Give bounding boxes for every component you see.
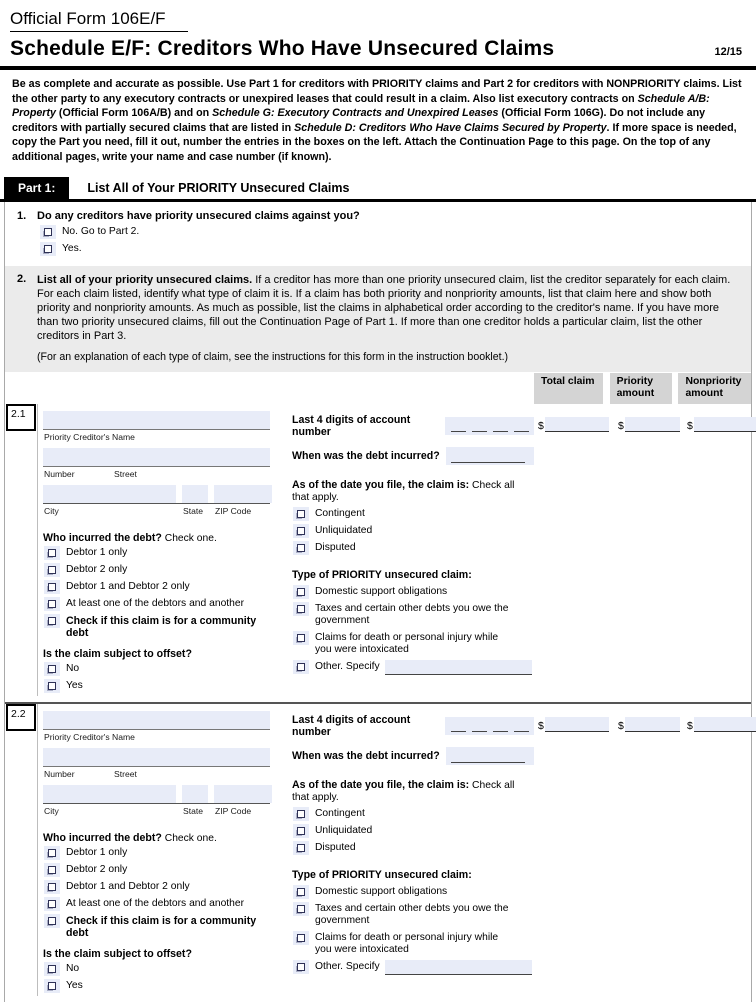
- creditor-info-column: [38, 704, 290, 996]
- zip-field[interactable]: [214, 485, 272, 503]
- last4-label: Last 4 digits of account number: [292, 713, 411, 738]
- state-field[interactable]: [182, 485, 208, 503]
- option-label: Debtor 2 only: [66, 863, 128, 875]
- number-street-field[interactable]: [43, 748, 270, 767]
- checkbox-icon: [44, 245, 52, 253]
- checkbox-icon: [297, 527, 305, 535]
- priority-amount: [618, 417, 687, 432]
- debtor2-only-checkbox[interactable]: [44, 863, 60, 877]
- zip-label: ZIP Code: [215, 805, 252, 816]
- column-header-priority-amount: Priority amount: [610, 373, 673, 404]
- option-label: Debtor 1 only: [66, 846, 128, 858]
- amounts-column: [538, 704, 756, 996]
- page-title: Schedule E/F: Creditors Who Have Unsecured Claims: [10, 37, 555, 60]
- nonpriority-amount-field[interactable]: [694, 717, 756, 732]
- debt-incurred-label: When was the debt incurred?: [292, 749, 440, 762]
- offset-option-yes: [44, 979, 270, 993]
- as-of-date-label: As of the date you file, the claim is: Check all that apply.: [292, 778, 515, 803]
- q2-lead: List all of your priority unsecured claims.: [37, 273, 253, 286]
- total-claim-field[interactable]: [545, 417, 609, 432]
- who-option-debtor2: [44, 863, 270, 877]
- last4-digits-field[interactable]: [445, 417, 534, 435]
- form-number: Official Form 106E/F: [10, 9, 188, 32]
- q1-option-yes-label: Yes.: [62, 242, 82, 254]
- creditor-name-field[interactable]: [43, 411, 270, 430]
- checkbox-icon: [48, 900, 56, 908]
- total-claim-field[interactable]: [545, 717, 609, 732]
- option-label: No: [66, 962, 80, 974]
- claim-detail-column: [290, 404, 538, 696]
- field-line: [451, 762, 525, 763]
- dollar-sign: $: [618, 419, 624, 432]
- claim-is-unliquidated: [293, 524, 534, 538]
- claim-row-2-2: [5, 702, 751, 1002]
- city-label: City: [44, 505, 59, 516]
- who-incurred-label: Who incurred the debt? Check one.: [43, 831, 217, 844]
- option-label: Yes: [66, 679, 83, 691]
- death-injury-checkbox[interactable]: [293, 631, 309, 645]
- debt-incurred-label: When was the debt incurred?: [292, 449, 440, 462]
- type-death-injury: [293, 631, 534, 657]
- checkbox-icon: [48, 617, 56, 625]
- digit-blank: [514, 423, 529, 432]
- other-checkbox[interactable]: [293, 660, 309, 674]
- state-label: State: [183, 505, 204, 516]
- option-label: Check if this claim is for a community debt: [66, 914, 257, 940]
- who-option-both-debtors: [44, 580, 270, 594]
- debt-incurred-field[interactable]: [446, 447, 534, 465]
- claim-is-contingent: [293, 507, 534, 521]
- q1-option-no: [40, 225, 743, 239]
- checkbox-icon: [297, 605, 305, 613]
- dollar-sign: $: [687, 719, 693, 732]
- type-domestic-support: [293, 585, 534, 599]
- checkbox-icon: [48, 583, 56, 591]
- debtor2-only-checkbox[interactable]: [44, 563, 60, 577]
- checkbox-icon: [297, 888, 305, 896]
- checkbox-icon: [297, 663, 305, 671]
- offset-yes-checkbox[interactable]: [44, 679, 60, 693]
- priority-amount: [618, 717, 687, 732]
- who-incurred-label: Who incurred the debt? Check one.: [43, 531, 217, 544]
- taxes-checkbox[interactable]: [293, 602, 309, 616]
- city-label: City: [44, 805, 59, 816]
- other-specify-field[interactable]: [385, 960, 532, 975]
- claim-is-disputed: [293, 541, 534, 555]
- who-option-at-least-one: [44, 897, 270, 911]
- claim-is-disputed: [293, 841, 534, 855]
- at-least-one-checkbox[interactable]: [44, 597, 60, 611]
- yes-checkbox[interactable]: [40, 242, 56, 256]
- digit-blank: [451, 723, 466, 732]
- type-other: [293, 960, 534, 975]
- priority-type-label: Type of PRIORITY unsecured claim:: [292, 868, 472, 881]
- option-label: Domestic support obligations: [315, 585, 448, 597]
- disputed-checkbox[interactable]: [293, 541, 309, 555]
- dollar-sign: $: [618, 719, 624, 732]
- option-label: Taxes and certain other debts you owe the government: [315, 602, 509, 627]
- total-claim-amount: [538, 717, 618, 732]
- community-debt-checkbox[interactable]: [44, 614, 60, 628]
- digit-blank: [493, 423, 508, 432]
- question-1: [5, 202, 751, 261]
- number-label: Number: [44, 468, 75, 479]
- nonpriority-amount: [687, 717, 756, 732]
- checkbox-icon: [44, 228, 52, 236]
- creditor-name-label: Priority Creditor's Name: [44, 431, 135, 442]
- part1-header: [0, 177, 756, 202]
- priority-amount-field[interactable]: [625, 417, 680, 432]
- checkbox-icon: [297, 827, 305, 835]
- title-row: [0, 32, 756, 66]
- creditor-name-label: Priority Creditor's Name: [44, 731, 135, 742]
- no-checkbox[interactable]: [40, 225, 56, 239]
- type-taxes: [293, 902, 534, 928]
- offset-no-checkbox[interactable]: [44, 662, 60, 676]
- q2-text: [37, 273, 741, 344]
- checkbox-icon: [297, 510, 305, 518]
- option-label: Claims for death or personal injury while you were intoxicated: [315, 931, 499, 956]
- checkbox-icon: [297, 544, 305, 552]
- option-label: Debtor 2 only: [66, 563, 128, 575]
- dollar-sign: $: [687, 419, 693, 432]
- community-debt-checkbox[interactable]: [44, 914, 60, 928]
- debtor1-and-2-checkbox[interactable]: [44, 880, 60, 894]
- number-street-field[interactable]: [43, 448, 270, 467]
- q1-text: Do any creditors have priority unsecured claims against you?: [37, 209, 360, 222]
- disputed-checkbox[interactable]: [293, 841, 309, 855]
- option-label: Unliquidated: [315, 524, 373, 536]
- checkbox-icon: [297, 844, 305, 852]
- claim-row-2-1: [5, 404, 751, 702]
- who-option-debtor1: [44, 846, 270, 860]
- other-specify-field[interactable]: [385, 660, 532, 675]
- option-label: At least one of the debtors and another: [66, 897, 245, 909]
- checkbox-icon: [48, 600, 56, 608]
- at-least-one-checkbox[interactable]: [44, 897, 60, 911]
- option-label: Other. Specify: [315, 660, 380, 672]
- q1-option-no-label: No. Go to Part 2.: [62, 225, 140, 237]
- state-field[interactable]: [182, 785, 208, 803]
- column-header-nonpriority-amount: Nonpriority amount: [678, 373, 751, 404]
- claim-number-gutter: [5, 704, 38, 996]
- option-label: Domestic support obligations: [315, 885, 448, 897]
- offset-yes-checkbox[interactable]: [44, 979, 60, 993]
- version-label: 12/15: [714, 46, 742, 58]
- q2-note: (For an explanation of each type of claim, see the instructions for this form in the instruction booklet.): [37, 350, 509, 363]
- digit-blank: [472, 723, 487, 732]
- who-option-debtor2: [44, 563, 270, 577]
- state-label: State: [183, 805, 204, 816]
- checkbox-icon: [297, 963, 305, 971]
- option-label: At least one of the debtors and another: [66, 597, 245, 609]
- who-option-at-least-one: [44, 597, 270, 611]
- option-label: Contingent: [315, 507, 365, 519]
- intro-paragraph: Be as complete and accurate as possible. Use Part 1 for creditors with PRIORITY claims and Part 2 for creditors with NONPRIORITY claims. List the other party to any executory contracts or unexpired leases that could result in a claim. Also list executory contracts on Schedule A/B: Property (Official Form 106A/B) and on Schedule G: Executory Contracts and Unexpired Leases (Official Form 106G). Do not include any creditors with partially secured claims that are listed in Schedule D: Creditors Who Have Claims Secured by Property. If more space is needed, copy the Part you need, fill it out, number the entries in the boxes on the left. Attach the Continuation Page to this page. On the top of any additional pages, write your name and case number (if known).: [12, 78, 742, 163]
- creditor-name-field[interactable]: [43, 711, 270, 730]
- part1-title: List All of Your PRIORITY Unsecured Claims: [87, 180, 350, 195]
- offset-no-checkbox[interactable]: [44, 962, 60, 976]
- debtor1-and-2-checkbox[interactable]: [44, 580, 60, 594]
- who-option-debtor1: [44, 546, 270, 560]
- community-debt-option: [44, 914, 270, 940]
- last4-label: Last 4 digits of account number: [292, 413, 411, 438]
- creditor-info-column: [38, 404, 290, 696]
- nonpriority-amount-field[interactable]: [694, 417, 756, 432]
- contingent-checkbox[interactable]: [293, 807, 309, 821]
- option-label: Check if this claim is for a community debt: [66, 614, 257, 640]
- q1-option-yes: [40, 242, 743, 256]
- checkbox-icon: [297, 634, 305, 642]
- city-field[interactable]: [43, 785, 176, 803]
- offset-option-no: [44, 962, 270, 976]
- debtor1-only-checkbox[interactable]: [44, 846, 60, 860]
- type-other: [293, 660, 534, 675]
- claim-detail-column: [290, 704, 538, 996]
- checkbox-icon: [48, 566, 56, 574]
- checkbox-icon: [297, 588, 305, 596]
- offset-option-no: [44, 662, 270, 676]
- debtor1-only-checkbox[interactable]: [44, 546, 60, 560]
- checkbox-icon: [48, 917, 56, 925]
- checkbox-icon: [297, 934, 305, 942]
- option-label: Debtor 1 and Debtor 2 only: [66, 880, 190, 892]
- domestic-support-checkbox[interactable]: [293, 585, 309, 599]
- claim-number-box: 2.2: [6, 704, 36, 731]
- dollar-sign: $: [538, 419, 544, 432]
- q2-rest: If a creditor has more than one priority unsecured claim, list the creditor separately for each claim. For each claim listed, identify what type of claim it is. If a claim has both priority and nonpriority amounts, list that claim here and show both priority and nonpriority amounts. As much as possible, list the claims in alphabetical order according to the creditor's name. If you have more than two priority unsecured claims, fill out the Continuation Page of Part 1. If more than one creditor holds a particular claim, list the other creditors in Part 3.: [37, 273, 731, 343]
- checkbox-icon: [48, 982, 56, 990]
- other-checkbox[interactable]: [293, 960, 309, 974]
- option-label: Taxes and certain other debts you owe the government: [315, 902, 509, 927]
- part1-content: [4, 202, 752, 1002]
- checkbox-icon: [48, 849, 56, 857]
- city-field[interactable]: [43, 485, 176, 503]
- total-claim-amount: [538, 417, 618, 432]
- q2-number: 2.: [17, 272, 27, 285]
- amounts-column: [538, 404, 756, 696]
- column-header-total-claim: Total claim: [534, 373, 603, 404]
- dollar-sign: $: [538, 719, 544, 732]
- type-taxes: [293, 602, 534, 628]
- option-label: Disputed: [315, 541, 356, 553]
- claim-is-contingent: [293, 807, 534, 821]
- option-label: Debtor 1 and Debtor 2 only: [66, 580, 190, 592]
- option-label: Claims for death or personal injury while you were intoxicated: [315, 631, 499, 656]
- option-label: Disputed: [315, 841, 356, 853]
- digit-blank: [451, 423, 466, 432]
- as-of-date-label: As of the date you file, the claim is: Check all that apply.: [292, 478, 515, 503]
- contingent-checkbox[interactable]: [293, 507, 309, 521]
- priority-type-label: Type of PRIORITY unsecured claim:: [292, 568, 472, 581]
- checkbox-icon: [48, 665, 56, 673]
- option-label: Yes: [66, 979, 83, 991]
- checkbox-icon: [48, 883, 56, 891]
- debt-incurred-field[interactable]: [446, 747, 534, 765]
- checkbox-icon: [48, 866, 56, 874]
- option-label: Other. Specify: [315, 960, 380, 972]
- digit-blank: [493, 723, 508, 732]
- community-debt-option: [44, 614, 270, 640]
- type-death-injury: [293, 931, 534, 957]
- option-label: No: [66, 662, 80, 674]
- offset-option-yes: [44, 679, 270, 693]
- amount-column-headers: [5, 373, 751, 404]
- digit-blank: [472, 423, 487, 432]
- last4-digits-field[interactable]: [445, 717, 534, 735]
- street-label: Street: [114, 468, 137, 479]
- taxes-checkbox[interactable]: [293, 902, 309, 916]
- field-line: [451, 462, 525, 463]
- checkbox-icon: [48, 965, 56, 973]
- question-2: [5, 266, 751, 372]
- unliquidated-checkbox[interactable]: [293, 824, 309, 838]
- checkbox-icon: [48, 549, 56, 557]
- zip-label: ZIP Code: [215, 505, 252, 516]
- priority-amount-field[interactable]: [625, 717, 680, 732]
- type-domestic-support: [293, 885, 534, 899]
- offset-question-label: Is the claim subject to offset?: [43, 947, 192, 960]
- option-label: Debtor 1 only: [66, 546, 128, 558]
- nonpriority-amount: [687, 417, 756, 432]
- checkbox-icon: [297, 905, 305, 913]
- claim-number-gutter: [5, 404, 38, 696]
- option-label: Unliquidated: [315, 824, 373, 836]
- offset-question-label: Is the claim subject to offset?: [43, 647, 192, 660]
- death-injury-checkbox[interactable]: [293, 931, 309, 945]
- part1-badge: Part 1:: [4, 177, 69, 199]
- q1-number: 1.: [17, 209, 27, 222]
- option-label: Contingent: [315, 807, 365, 819]
- number-label: Number: [44, 768, 75, 779]
- digit-blank: [514, 723, 529, 732]
- street-label: Street: [114, 768, 137, 779]
- who-option-both-debtors: [44, 880, 270, 894]
- claim-number-box: 2.1: [6, 404, 36, 431]
- domestic-support-checkbox[interactable]: [293, 885, 309, 899]
- claim-is-unliquidated: [293, 824, 534, 838]
- unliquidated-checkbox[interactable]: [293, 524, 309, 538]
- zip-field[interactable]: [214, 785, 272, 803]
- checkbox-icon: [48, 682, 56, 690]
- checkbox-icon: [297, 810, 305, 818]
